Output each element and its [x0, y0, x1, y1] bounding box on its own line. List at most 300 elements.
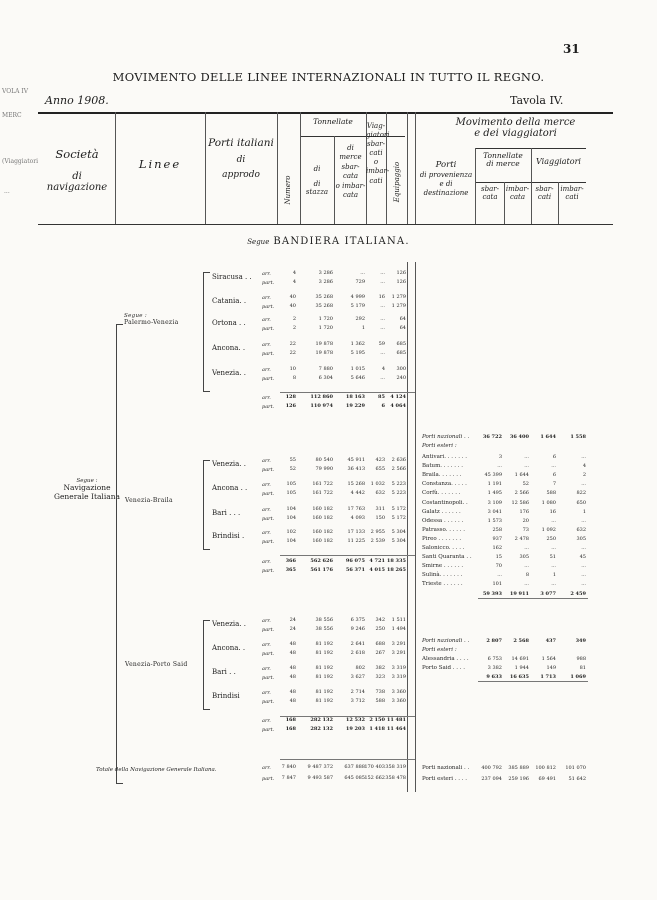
part-label: part.: [262, 568, 275, 574]
port-name: Brindisi: [212, 692, 240, 700]
part-label: part.: [262, 491, 275, 497]
header-movimento: Movimento della merce e dei viaggiatori: [455, 117, 576, 139]
data-cell: ...: [380, 350, 385, 356]
dest-cell: 81: [579, 665, 586, 671]
data-cell: 36 413: [347, 466, 365, 472]
data-cell: 5 646: [350, 375, 365, 381]
data-cell: 18 265: [386, 567, 406, 573]
header-top-rule: [38, 112, 613, 114]
data-cell: 3 360: [391, 689, 406, 695]
data-cell: 637 888: [344, 764, 365, 770]
dest-cell: 632: [576, 526, 586, 533]
data-cell: 632: [375, 490, 385, 496]
dest-cell: 237 094: [481, 776, 502, 782]
data-cell: 1 015: [350, 366, 365, 372]
margin-mark: (Viaggiatori: [2, 158, 39, 165]
arr-label: arr.: [262, 559, 271, 565]
port-name: Siracusa . .: [212, 273, 252, 281]
data-cell: 85: [378, 394, 385, 400]
dest-cell: 1 191: [487, 481, 502, 488]
dest-cell: ...: [581, 517, 586, 524]
data-cell: 38 556: [315, 626, 333, 632]
port-destination: Trieste . . . . . .: [422, 581, 463, 588]
part-label: part.: [262, 516, 275, 522]
dest-cell: 59 393: [482, 590, 502, 597]
data-cell: 19 878: [315, 341, 333, 347]
header-equipaggio: Equipaggio: [393, 161, 401, 203]
data-cell: 11 464: [386, 726, 406, 732]
data-cell: 267: [375, 650, 385, 656]
data-cell: 8: [292, 375, 296, 381]
body-sep: [415, 262, 416, 792]
dest-cell: ...: [524, 563, 529, 570]
data-cell: 588: [375, 698, 385, 704]
data-cell: 1 720: [318, 316, 333, 322]
data-cell: 645 085: [344, 775, 365, 781]
dest-cell: ...: [551, 545, 556, 551]
data-cell: 5 304: [391, 529, 406, 535]
data-cell: 729: [355, 279, 365, 285]
data-cell: 126: [396, 270, 406, 276]
dest-cell: 176: [519, 508, 529, 515]
dest-cell: 1 092: [541, 526, 556, 533]
data-cell: 110 974: [310, 403, 333, 409]
header-tonn-merci: Tonnellate di merce: [483, 151, 523, 169]
dest-cell: 70: [495, 563, 502, 570]
dest-cell: 73: [522, 526, 529, 533]
col-sep: [407, 112, 408, 224]
data-cell: 48: [289, 689, 296, 695]
data-cell: 160 182: [312, 515, 333, 521]
sum-rule: [280, 392, 415, 393]
part-label: part.: [262, 675, 275, 681]
dest-cell: 258: [492, 526, 502, 533]
data-cell: 81 192: [315, 650, 333, 656]
part-label: part.: [262, 776, 275, 782]
sum-rule: [478, 598, 588, 599]
societa-label: Segue : Navigazione Generale Italiana: [54, 478, 120, 501]
data-cell: 382: [375, 665, 385, 671]
port-destination: Corfù. . . . . . .: [422, 490, 461, 497]
dest-cell: 36 400: [509, 434, 529, 440]
data-cell: 2: [292, 316, 296, 322]
data-cell: 282 132: [310, 726, 333, 732]
page-number: 31: [563, 42, 580, 56]
data-cell: 48: [289, 674, 296, 680]
data-cell: 6 304: [318, 375, 333, 381]
port-name: Catania. .: [212, 297, 247, 305]
data-cell: 38 556: [315, 617, 333, 623]
data-cell: 35 268: [315, 303, 333, 309]
data-cell: 3 291: [391, 641, 406, 647]
data-cell: 19 878: [315, 350, 333, 356]
port-destination: Batum. . . . . . .: [422, 463, 464, 470]
data-cell: 2 955: [370, 529, 385, 535]
data-cell: 104: [286, 506, 296, 512]
data-cell: 5 223: [391, 490, 406, 496]
port-destination: Pireo . . . . . . .: [422, 535, 462, 542]
data-cell: 5 195: [350, 350, 365, 356]
port-destination: Alessandria . . . .: [422, 656, 469, 662]
data-cell: 81 192: [315, 641, 333, 647]
data-cell: 126: [396, 279, 406, 285]
dest-cell: 3 382: [487, 665, 502, 671]
dest-cell: 2 478: [514, 535, 529, 542]
col-sep: [300, 112, 301, 224]
data-cell: 152 662: [364, 775, 385, 781]
dest-cell: 149: [546, 665, 556, 671]
port-name: Bari . .: [212, 668, 236, 676]
header-viaggiatori: Viag- giatori sbar- cati o imbar- cati: [366, 122, 390, 185]
data-cell: 126: [285, 403, 296, 409]
data-cell: 112 860: [310, 394, 333, 400]
dest-cell: 1 558: [570, 434, 586, 440]
header-porti-provenienza: Porti di provenienza e di destinazione: [419, 160, 473, 198]
port-name: Ortona . .: [212, 319, 246, 327]
header-sbarcata: sbar- cata: [481, 185, 499, 201]
dest-cell: 3 109: [487, 499, 502, 506]
port-name: Ancona. .: [212, 644, 246, 652]
dest-cell: ...: [581, 545, 586, 551]
data-cell: 6 375: [350, 617, 365, 623]
header-sbarcati: sbar- cati: [535, 185, 554, 201]
data-cell: 9 493 587: [307, 775, 333, 781]
dest-cell: 1 080: [541, 499, 556, 506]
data-cell: 423: [375, 457, 385, 463]
dest-cell: 15: [495, 554, 502, 561]
data-cell: 1 511: [391, 617, 406, 623]
data-cell: ...: [380, 279, 385, 285]
data-cell: 5 223: [391, 481, 406, 487]
data-cell: 282 132: [310, 717, 333, 723]
data-cell: 81 192: [315, 665, 333, 671]
data-cell: 40: [289, 303, 296, 309]
dest-cell: 6: [552, 454, 556, 460]
societa-brace: [116, 324, 123, 784]
dest-cell: 7: [552, 481, 556, 488]
dest-cell: 51 642: [568, 776, 586, 782]
dest-cell: 2 807: [486, 638, 502, 644]
data-cell: 161 722: [312, 481, 333, 487]
data-cell: 5 172: [391, 506, 406, 512]
port-destination: Costantinopoli. .: [422, 499, 468, 506]
dest-cell: 4: [582, 463, 586, 470]
data-cell: 3 319: [391, 665, 406, 671]
data-cell: ...: [380, 316, 385, 322]
part-label: part.: [262, 351, 275, 357]
port-destination: Galatz . . . . . .: [422, 508, 461, 515]
dest-cell: 305: [576, 535, 586, 542]
port-destination: Porti esteri :: [422, 647, 457, 653]
dest-cell: 8: [525, 572, 529, 579]
data-cell: 81 192: [315, 698, 333, 704]
data-cell: 3 627: [350, 674, 365, 680]
dest-cell: 1: [552, 572, 556, 579]
port-destination: Porti esteri . . . .: [422, 776, 468, 782]
dest-cell: 101 070: [565, 765, 586, 771]
data-cell: 17 763: [347, 506, 365, 512]
arr-label: arr.: [262, 458, 271, 464]
dest-cell: 250: [546, 535, 556, 542]
data-cell: 240: [396, 375, 406, 381]
data-cell: 2 714: [350, 689, 365, 695]
dest-cell: 100 812: [535, 765, 556, 771]
data-cell: 168: [285, 726, 296, 732]
data-cell: 22: [289, 350, 296, 356]
data-cell: 48: [289, 698, 296, 704]
part-label: part.: [262, 727, 275, 733]
header-viagg: Viaggiatori: [536, 157, 581, 166]
dest-cell: 385 889: [508, 765, 529, 771]
dest-cell: 9 633: [486, 674, 502, 680]
dest-cell: 16: [549, 508, 556, 515]
arr-label: arr.: [262, 317, 271, 323]
data-cell: 1 362: [350, 341, 365, 347]
part-label: part.: [262, 304, 275, 310]
data-cell: 366: [285, 558, 296, 564]
col-sep: [205, 112, 206, 224]
port-name: Venezia. .: [212, 460, 246, 468]
table-number: Tavola IV.: [510, 94, 564, 107]
data-cell: 2: [292, 325, 296, 331]
data-cell: 2 636: [391, 457, 406, 463]
data-cell: 1 494: [391, 626, 406, 632]
port-destination: Santi Quaranta . .: [422, 554, 472, 561]
port-name: Venezia. .: [212, 369, 246, 377]
data-cell: 1 279: [391, 294, 406, 300]
header-linee: Linee: [138, 157, 182, 171]
arr-label: arr.: [262, 295, 271, 301]
dest-cell: 400 792: [481, 765, 502, 771]
linea-venezia-braila: Venezia-Braila: [125, 497, 173, 504]
dest-cell: 437: [545, 638, 556, 644]
data-cell: ...: [380, 270, 385, 276]
data-cell: 104: [286, 515, 296, 521]
data-cell: 81 192: [315, 674, 333, 680]
data-cell: 35 268: [315, 294, 333, 300]
dest-cell: 162: [492, 545, 502, 551]
arr-label: arr.: [262, 618, 271, 624]
data-cell: 11 481: [386, 717, 406, 723]
data-cell: 300: [396, 366, 406, 372]
data-cell: ...: [380, 375, 385, 381]
arr-label: arr.: [262, 765, 271, 771]
data-cell: 358 478: [385, 775, 406, 781]
data-cell: 2 618: [350, 650, 365, 656]
data-cell: 4: [292, 270, 296, 276]
data-cell: 45 911: [347, 457, 365, 463]
data-cell: 7 847: [281, 775, 296, 781]
data-cell: 323: [375, 674, 385, 680]
data-cell: 2 150: [369, 717, 385, 723]
dest-cell: 3 077: [540, 590, 556, 597]
totale-label: Totale della Navigazione Generale Italiana.: [96, 767, 217, 773]
data-cell: 685: [396, 341, 406, 347]
arr-label: arr.: [262, 507, 271, 513]
dest-cell: ...: [524, 545, 529, 551]
data-cell: 80 540: [315, 457, 333, 463]
data-cell: 2 641: [350, 641, 365, 647]
data-cell: 105: [286, 490, 296, 496]
linea-brace: [203, 272, 210, 392]
dest-cell: ...: [581, 454, 586, 460]
dest-cell: 1 644: [514, 472, 529, 479]
dest-cell: 2: [582, 472, 586, 479]
data-cell: 9 487 372: [307, 764, 333, 770]
dest-cell: 349: [575, 638, 586, 644]
data-cell: 3 712: [350, 698, 365, 704]
dest-cell: ...: [497, 572, 502, 579]
port-destination: Patrasso. . . . . .: [422, 526, 465, 533]
data-cell: 19 203: [345, 726, 365, 732]
header-numero: Numero: [284, 175, 292, 205]
header-imbarcati: imbar- cati: [560, 185, 584, 201]
arr-label: arr.: [262, 395, 271, 401]
arr-label: arr.: [262, 642, 271, 648]
section-heading: Segue BANDIERA ITALIANA.: [247, 236, 410, 247]
data-cell: 104: [286, 538, 296, 544]
dest-cell: 988: [576, 656, 586, 662]
data-cell: 1 720: [318, 325, 333, 331]
dest-cell: 52: [522, 481, 529, 488]
dest-cell: ...: [497, 463, 502, 470]
margin-mark: MERC: [2, 112, 22, 119]
arr-label: arr.: [262, 482, 271, 488]
data-cell: 59: [378, 341, 385, 347]
dest-cell: ...: [551, 463, 556, 470]
data-cell: 81 192: [315, 689, 333, 695]
data-cell: 4 093: [350, 515, 365, 521]
dest-cell: 6 753: [487, 656, 502, 662]
data-cell: 150: [375, 515, 385, 521]
data-cell: 4: [292, 279, 296, 285]
data-cell: 7 880: [318, 366, 333, 372]
data-cell: 96 075: [345, 558, 365, 564]
linea-venezia-porto-said: Venezia-Porto Said: [125, 661, 188, 668]
dest-cell: ...: [581, 563, 586, 570]
dest-cell: 1 944: [514, 665, 529, 671]
linea-palermo-venezia: Segue : Palermo-Venezia: [124, 313, 179, 326]
data-cell: 160 182: [312, 506, 333, 512]
header-stazza: di di stazza: [305, 165, 329, 197]
col-sep: [277, 112, 278, 224]
data-cell: 15 268: [347, 481, 365, 487]
data-cell: 48: [289, 650, 296, 656]
port-destination: Porto Said . . . .: [422, 665, 466, 671]
data-cell: 4 015: [369, 567, 385, 573]
dest-cell: 650: [576, 499, 586, 506]
port-destination: Porti nazionali . .: [422, 765, 470, 771]
dest-cell: ...: [581, 481, 586, 488]
data-cell: 4: [381, 366, 385, 372]
dest-cell: 36 722: [482, 434, 502, 440]
data-cell: 9 246: [350, 626, 365, 632]
dest-cell: ...: [551, 581, 556, 588]
part-label: part.: [262, 404, 275, 410]
data-cell: 55: [289, 457, 296, 463]
header-merci: di merce sbar- cata o imbar- cata: [335, 144, 366, 200]
data-cell: 365: [285, 567, 296, 573]
data-cell: 5 304: [391, 538, 406, 544]
dest-cell: 3 041: [487, 508, 502, 515]
dest-cell: ...: [524, 454, 529, 460]
linea-brace: [203, 460, 210, 550]
dest-cell: 1 573: [487, 517, 502, 524]
port-destination: Odessa . . . . . .: [422, 517, 464, 524]
data-cell: 2 566: [391, 466, 406, 472]
data-cell: 24: [289, 626, 296, 632]
data-cell: 56 371: [345, 567, 365, 573]
dest-cell: 1 069: [570, 674, 586, 680]
part-label: part.: [262, 280, 275, 286]
header-porti-approdo: Porti italiani di approdo: [208, 137, 274, 181]
dest-cell: ...: [581, 572, 586, 579]
dest-cell: 305: [519, 554, 529, 561]
data-cell: 1 032: [370, 481, 385, 487]
data-cell: 2 539: [370, 538, 385, 544]
dest-cell: ...: [581, 581, 586, 588]
data-cell: 250: [375, 626, 385, 632]
linea-brace: [203, 620, 210, 710]
data-cell: 6: [381, 403, 385, 409]
data-cell: 52: [289, 466, 296, 472]
arr-label: arr.: [262, 530, 271, 536]
page-title: MOVIMENTO DELLE LINEE INTERNAZIONALI IN TUTTO IL REGNO.: [112, 70, 545, 84]
data-cell: 3 360: [391, 698, 406, 704]
data-cell: 1 418: [369, 726, 385, 732]
data-cell: ...: [360, 270, 365, 276]
data-cell: 79 990: [315, 466, 333, 472]
data-cell: 18 163: [345, 394, 365, 400]
data-cell: 48: [289, 641, 296, 647]
port-name: Ancona . .: [212, 484, 248, 492]
arr-label: arr.: [262, 342, 271, 348]
part-label: part.: [262, 699, 275, 705]
dest-cell: 259 196: [508, 776, 529, 782]
part-label: part.: [262, 467, 275, 473]
port-name: Ancona. .: [212, 344, 246, 352]
data-cell: 802: [355, 665, 365, 671]
arr-label: arr.: [262, 666, 271, 672]
dest-cell: 6: [552, 472, 556, 479]
dest-cell: 51: [549, 554, 556, 561]
data-cell: 19 229: [345, 403, 365, 409]
dest-cell: 2 459: [570, 590, 586, 597]
data-cell: 168: [285, 717, 296, 723]
data-cell: 3 291: [391, 650, 406, 656]
port-destination: Antivari. . . . . . .: [422, 454, 467, 460]
data-cell: 562 626: [310, 558, 333, 564]
part-label: part.: [262, 376, 275, 382]
dest-cell: 937: [492, 535, 502, 542]
dest-cell: 12 586: [511, 499, 529, 506]
sum-rule: [280, 555, 415, 556]
dest-cell: 69 491: [538, 776, 556, 782]
year-label: Anno 1908.: [45, 94, 109, 107]
part-label: part.: [262, 539, 275, 545]
dest-cell: 822: [576, 490, 586, 497]
port-destination: Sulinà. . . . . . .: [422, 572, 463, 579]
header-imbarcata: imbar- cata: [505, 185, 530, 201]
data-cell: 170 403: [364, 764, 385, 770]
dest-cell: 1: [582, 508, 586, 515]
dest-cell: 1 495: [487, 490, 502, 497]
data-cell: 128: [285, 394, 296, 400]
margin-mark: ...: [4, 188, 10, 195]
header-tonnellate: Tonnellate: [313, 117, 353, 126]
data-cell: ...: [380, 303, 385, 309]
dest-cell: 1 713: [540, 674, 556, 680]
